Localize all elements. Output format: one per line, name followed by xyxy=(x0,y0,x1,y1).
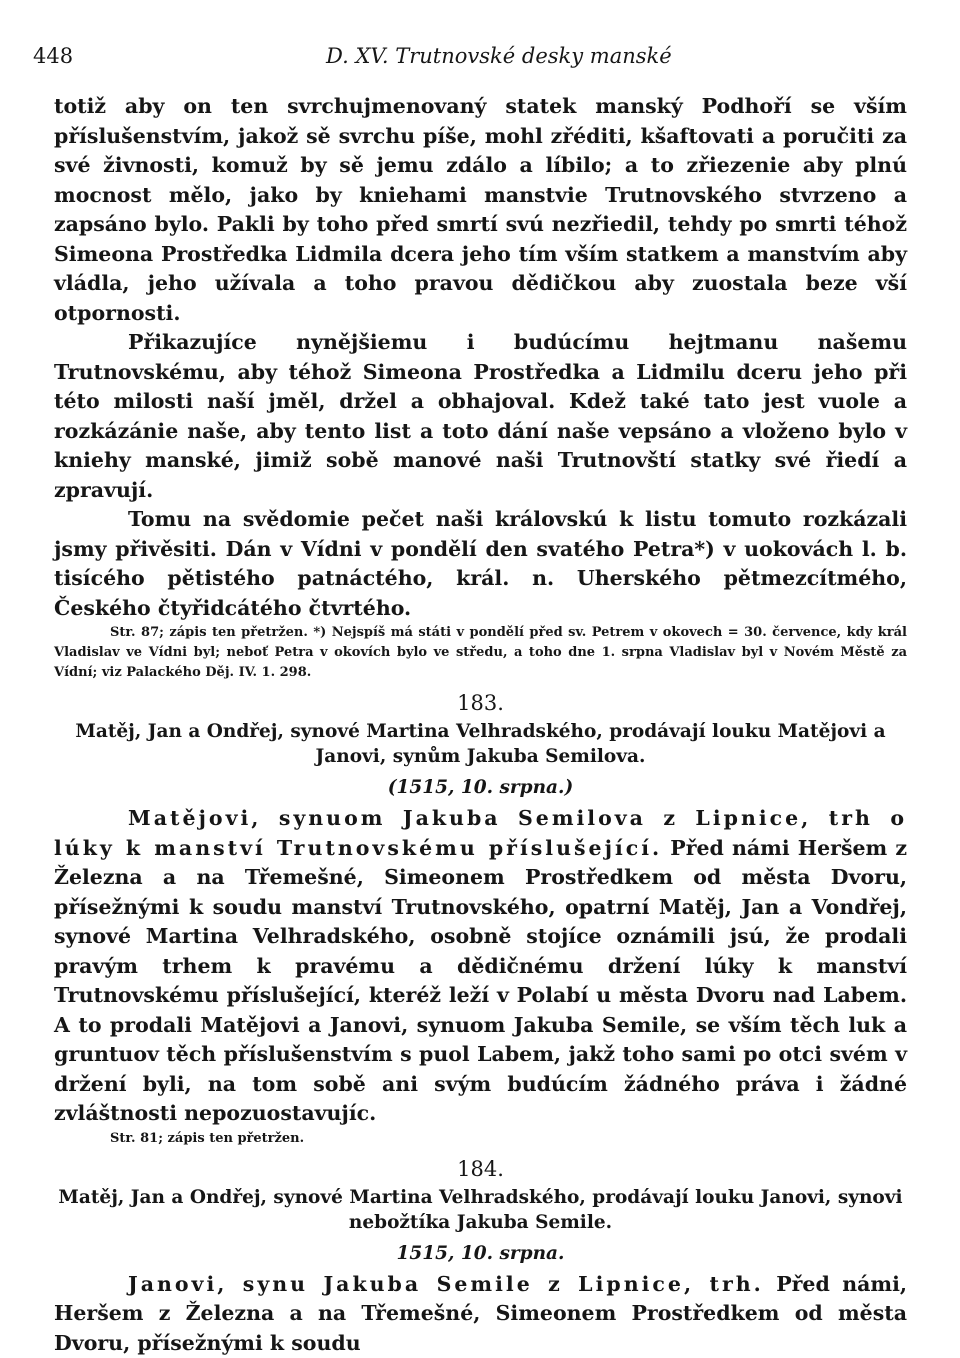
entry-183-date: (1515, 10. srpna.) xyxy=(54,775,907,800)
entry-183-text xyxy=(54,804,907,1129)
entry-184-body: Před námi, Heršem z Železna a na Třemešné, Simeonem Prostředkem od města Dvoru, přísežnými k soudu xyxy=(54,1272,907,1355)
entry-183-number: 183. xyxy=(54,689,907,717)
entry-183-note: Str. 81; zápis ten přetržen. xyxy=(54,1129,907,1149)
entry-183-summary: Matěj, Jan a Ondřej, synové Martina Velhradského, prodávají louku Matějovi a Janovi, synům Jakuba Semilova. xyxy=(54,719,907,769)
paragraph-2: Přikazujíce nynějšiemu i budúcímu hejtmanu našemu Trutnovskému, aby téhož Simeona Prostředka a Lidmilu dceru jeho při této milosti naší jměl, držel a obhajoval. Kdež také tato jest vuole a rozkázánie naše, aby tento list a toto dání naše vepsáno a vloženo bylo v kniehy manské, jimiž sobě manové naši Trutnovští statky své řiedí a zpravují. xyxy=(54,328,907,505)
page-header xyxy=(33,44,912,80)
paragraph-1: totiž aby on ten svrchujmenovaný statek manský Podhoří se vším příslušenstvím, jakož sě svrchu píše, mohl zřéditi, kšaftovati a poručiti za své živnosti, komuž by sě jemu zdálo a líbilo; a to zřiezenie aby plnú mocnost mělo, jako by kniehami manstvie Trutnovského stvrzeno a zapsáno bylo. Pakli by toho před smrtí svú nezřiedil, tehdy po smrti téhož Simeona Prostředka Lidmila dcera jeho tím vším statkem a manstvím aby vládla, jeho užívala a toho pravou dědičkou aby zuostala beze vší otpornosti. xyxy=(54,92,907,328)
running-head: D. XV. Trutnovské desky manské xyxy=(326,44,672,68)
footnote-1: Str. 87; zápis ten přetržen. *) Nejspíš má státi v pondělí před sv. Petrem v okovech = 30. července, kdy král Vladislav ve Vídni byl; neboť Petra v okovích bylo ve středu, a toho dne 1. srpna Vladislav byl v Novém Městě za Vídní; viz Palackého Děj. IV. 1. 298. xyxy=(54,623,907,683)
page-number: 448 xyxy=(33,44,73,68)
entry-184-lead: Janovi, synu Jakuba Semile z Lipnice, trh. xyxy=(128,1272,764,1296)
entry-184-date: 1515, 10. srpna. xyxy=(54,1241,907,1266)
entry-184-summary: Matěj, Jan a Ondřej, synové Martina Velhradského, prodávají louku Janovi, synovi nebožtíka Jakuba Semile. xyxy=(54,1185,907,1235)
page-body xyxy=(54,92,907,1358)
entry-183-body: Před námi Heršem z Železna a na Třemešné, Simeonem Prostředkem od města Dvoru, přísežnými k soudu manství Trutnovského, opatrní Matěj, Jan a Vondřej, synové Martina Velhradského, osobně stojíce oznámili jsú, že prodali pravým trhem k pravému a dědičnému držení lúky k manství Trutnovskému příslušející, kteréž leží v Polabí u města Dvoru nad Labem. A to prodali Matějovi a Janovi, synuom Jakuba Semile, se vším těch luk a gruntuov těch příslušenstvím s puol Labem, jakž toho sami po otci svém v držení byli, na tom sobě ani svým budúcím žádného práva i žádné zvláštnosti nepozuostavujíc. xyxy=(54,836,907,1126)
paragraph-3: Tomu na svědomie pečet naši královskú k listu tomuto rozkázali jsmy přivěsiti. Dán v Vídni v pondělí den svatého Petra*) v uokovách l. b. tisícého pětistého patnáctého, král. n. Uherského pětmezcítmého, Českého čtyřidcátého čtvrtého. xyxy=(54,505,907,623)
entry-184-number: 184. xyxy=(54,1155,907,1183)
entry-183-lead: Matějovi, synuom Jakuba Semilova z Lipnice, trh o lúky k manství Trutnovskému příslušející. xyxy=(54,806,907,860)
entry-184-text xyxy=(54,1270,907,1358)
